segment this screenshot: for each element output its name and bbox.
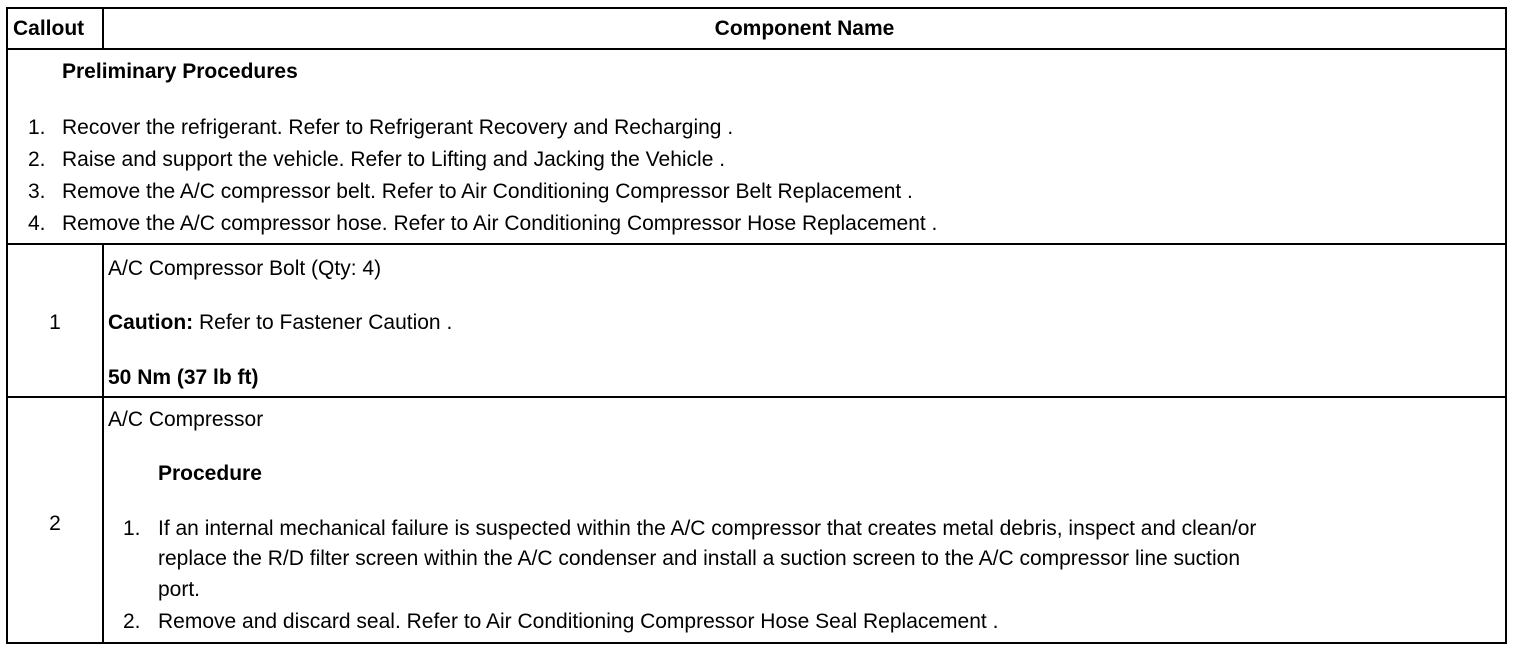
procedure-step-number: 2. bbox=[123, 610, 141, 633]
preliminary-step-number: 4. bbox=[28, 212, 46, 235]
caution-note bbox=[108, 310, 452, 336]
preliminary-step-number: 3. bbox=[28, 180, 46, 203]
caution-text: Refer to Fastener Caution . bbox=[193, 311, 453, 334]
caution-label: Caution: bbox=[108, 311, 194, 334]
preliminary-step-text: Remove the A/C compressor belt. Refer to Air Conditioning Compressor Belt Replacement . bbox=[62, 180, 913, 203]
preliminary-step-number: 2. bbox=[28, 148, 46, 171]
procedure-step-line: replace the R/D filter screen within the A/C condenser and install a suction screen to the A/C compressor line suction bbox=[158, 547, 1241, 570]
callout-number: 2 bbox=[49, 512, 61, 535]
header-component-name: Component Name bbox=[714, 17, 895, 40]
preliminary-step-text: Recover the refrigerant. Refer to Refrigerant Recovery and Recharging . bbox=[62, 116, 734, 139]
row-divider bbox=[8, 396, 1505, 398]
callout-number: 1 bbox=[49, 311, 61, 334]
torque-spec: 50 Nm (37 lb ft) bbox=[108, 366, 259, 389]
preliminary-step-text: Remove the A/C compressor hose. Refer to Air Conditioning Compressor Hose Replacement . bbox=[62, 212, 938, 235]
component-name: A/C Compressor bbox=[108, 408, 264, 431]
procedure-step-number: 1. bbox=[123, 517, 141, 540]
preliminary-step-text: Raise and support the vehicle. Refer to Lifting and Jacking the Vehicle . bbox=[62, 148, 726, 171]
component-name: A/C Compressor Bolt (Qty: 4) bbox=[108, 257, 382, 280]
preliminary-heading: Preliminary Procedures bbox=[62, 60, 298, 83]
procedure-heading: Procedure bbox=[158, 462, 262, 485]
preliminary-step-number: 1. bbox=[28, 116, 46, 139]
column-divider bbox=[102, 243, 104, 642]
procedure-step-line: port. bbox=[158, 578, 201, 601]
header-divider bbox=[8, 48, 1505, 50]
component-table bbox=[6, 7, 1507, 644]
preliminary-divider bbox=[8, 243, 1505, 245]
procedure-step-line: If an internal mechanical failure is suspected within the A/C compressor that creates metal debris, inspect and clean/or bbox=[158, 517, 1257, 540]
procedure-step-line: Remove and discard seal. Refer to Air Conditioning Compressor Hose Seal Replacement . bbox=[158, 610, 999, 633]
header-callout: Callout bbox=[13, 17, 85, 40]
